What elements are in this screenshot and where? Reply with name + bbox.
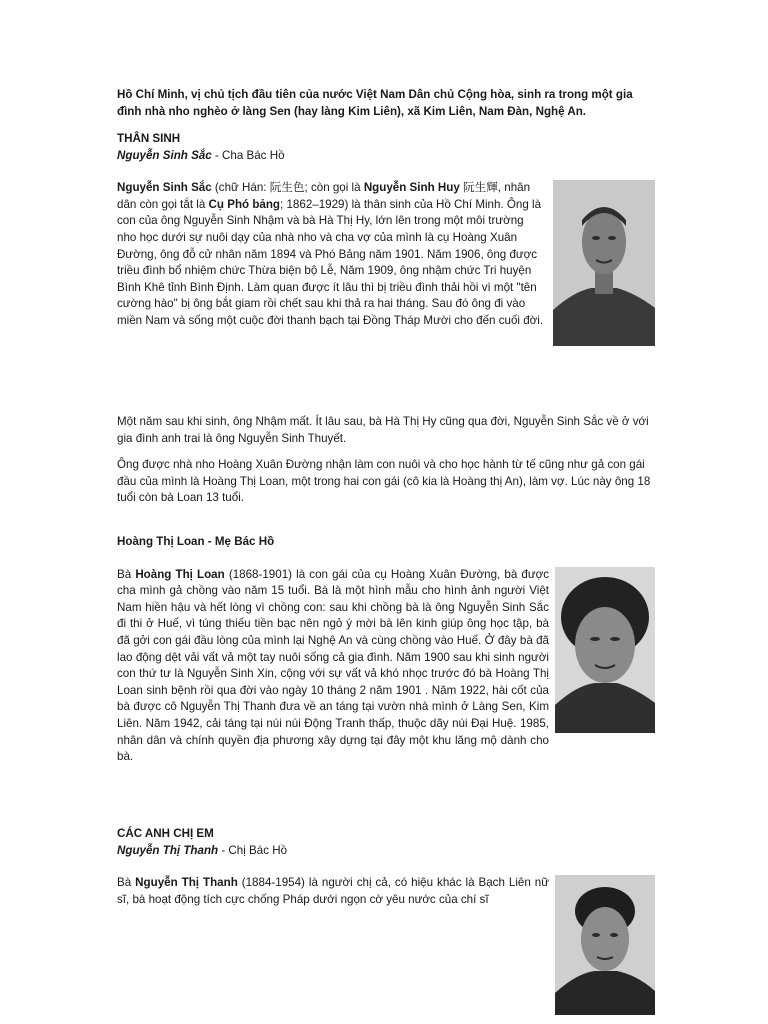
father-text-3: ; 1862–1929) là thân sinh của Hồ Chí Minh. Ông là con của ông Nguyễn Sinh Nhậm và bà Hà Thị Hy, lớn lên trong một môi trường nho học dưới sự nuôi dạy của nhà nho và cha vợ của mình là cụ Hoàng Xuân Đường, ông đỗ cử nhân năm 1894 và Phó Bảng năm 1901. Năm 1906, ông được triều đình bổ nhiệm chức Thừa biện bộ Lễ, Năm 1909, ông nhậm chức Tri huyện Bình Khê tỉnh Bình Định. Làm quan được ít lâu thì bị triều đình thải hồi vì một "tên cường hào" bị ông bắt giam rồi chết sau khi thả ra hai tháng. Sau đó ông đi vào miền Nam và sống một cuộc đời thanh bạch tại Đồng Tháp Mười cho đến cuối đời. xyxy=(117,197,544,327)
subheading-father xyxy=(117,148,655,165)
mother-paragraph xyxy=(117,567,655,766)
heading-mother: Hoàng Thị Loan - Mẹ Bác Hồ xyxy=(117,535,275,548)
father-paragraph-3: Ông được nhà nho Hoàng Xuân Đường nhận làm con nuôi và cho học hành từ tế cũng như gả con gái đầu của mình là Hoàng Thị Loan, một trong hai con gái (cô kia là Hoàng thị An), làm vợ. Lúc này ông 18 tuổi còn bà Loan 13 tuổi. xyxy=(117,458,651,505)
father-name: Nguyễn Sinh Sắc xyxy=(117,181,212,195)
mother-prefix: Bà xyxy=(117,567,136,581)
father-title: Cụ Phó bảng xyxy=(208,197,281,211)
portrait-woman-icon xyxy=(555,875,655,1015)
sister-role-label: - Chị Bác Hồ xyxy=(218,843,288,857)
section-mother xyxy=(117,534,655,766)
intro-text: Hồ Chí Minh, vị chủ tịch đầu tiên của nước Việt Nam Dân chủ Cộng hòa, sinh ra trong một gia đình nhà nho nghèo ở làng Sen (hay làng Kim Liên), xã Kim Liên, Nam Đàn, Nghệ An. xyxy=(117,88,633,118)
sister-prefix: Bà xyxy=(117,876,136,890)
mother-photo xyxy=(555,567,655,733)
section-siblings xyxy=(117,826,655,1015)
father-role-label: - Cha Bác Hồ xyxy=(211,148,285,162)
sister-text: (1884-1954) là người chị cả, có hiệu khác là Bạch Liên nữ sĩ, bà hoạt động tích cực chống Pháp dưới ngọn cờ yêu nước của chí sĩ xyxy=(117,876,549,906)
sister-photo xyxy=(555,875,655,1015)
sister-name: Nguyễn Thị Thanh xyxy=(135,876,238,890)
section-than-sinh xyxy=(117,131,655,346)
subheading-sister xyxy=(117,843,655,860)
father-photo xyxy=(553,180,655,346)
mother-text: (1868-1901) là con gái của cụ Hoàng Xuân Đường, bà được cha mình gả chồng vào năm 15 tuổi. Bà là một hình mẫu cho hình ảnh người Việt Nam hiền hậu và hết lòng vì chồng con: sau khi chồng bà là ông Nguyễn Sinh Sắc đi thi ở Huế, vì túng thiếu tiền bạc nên ngỏ ý mời bà lên kinh giúp ông học tập, bà đã gởi con gái đầu lòng của mình lại Nghệ An và cùng chồng vào Huế. Ở đây bà đã lao động dệt vải vất vả một tay nuôi sống cả gia đình. Năm 1900 sau khi sinh người con thứ tư là Nguyễn Sinh Xin, cộng với sự vất vả khó nhọc trước đó bà Hoàng Thị Loan sinh bệnh rồi qua đời vào ngày 10 tháng 2 năm 1901 . Năm 1922, hài cốt của bà được cô Nguyễn Thị Thanh đưa về an táng tại vườn nhà mình ở Làng Sen, Kim Liên. Năm 1942, cải táng tại núi núi Động Tranh thấp, thuộc dãy núi Đại Huệ. 1985, nhân dân và chính quyền địa phương xây dựng tại đây một khu lăng mộ dành cho bà. xyxy=(117,567,549,764)
father-paragraph-2: Một năm sau khi sinh, ông Nhậm mất. Ít lâu sau, bà Hà Thị Hy cũng qua đời, Nguyễn Sinh Sắc về ở với gia đình anh trai là ông Nguyễn Sinh Thuyết. xyxy=(117,415,649,445)
father-paragraph xyxy=(117,180,655,329)
heading-than-sinh: THÂN SINH xyxy=(117,132,181,145)
sister-name-label: Nguyễn Thị Thanh xyxy=(117,843,219,857)
father-text-2: 阮生輝, nhân dân còn gọi tắt là xyxy=(117,181,531,211)
father-alt-name: Nguyễn Sinh Huy xyxy=(363,181,460,195)
father-name-label: Nguyễn Sinh Sắc xyxy=(117,148,212,162)
heading-siblings: CÁC ANH CHỊ EM xyxy=(117,827,214,840)
mother-name: Hoàng Thị Loan xyxy=(135,567,225,581)
intro-paragraph xyxy=(117,87,655,120)
portrait-man-icon xyxy=(553,180,655,346)
sister-paragraph xyxy=(117,875,655,908)
father-text-1: (chữ Hán: 阮生色; còn gọi là xyxy=(211,181,364,195)
portrait-woman-icon xyxy=(555,567,655,733)
